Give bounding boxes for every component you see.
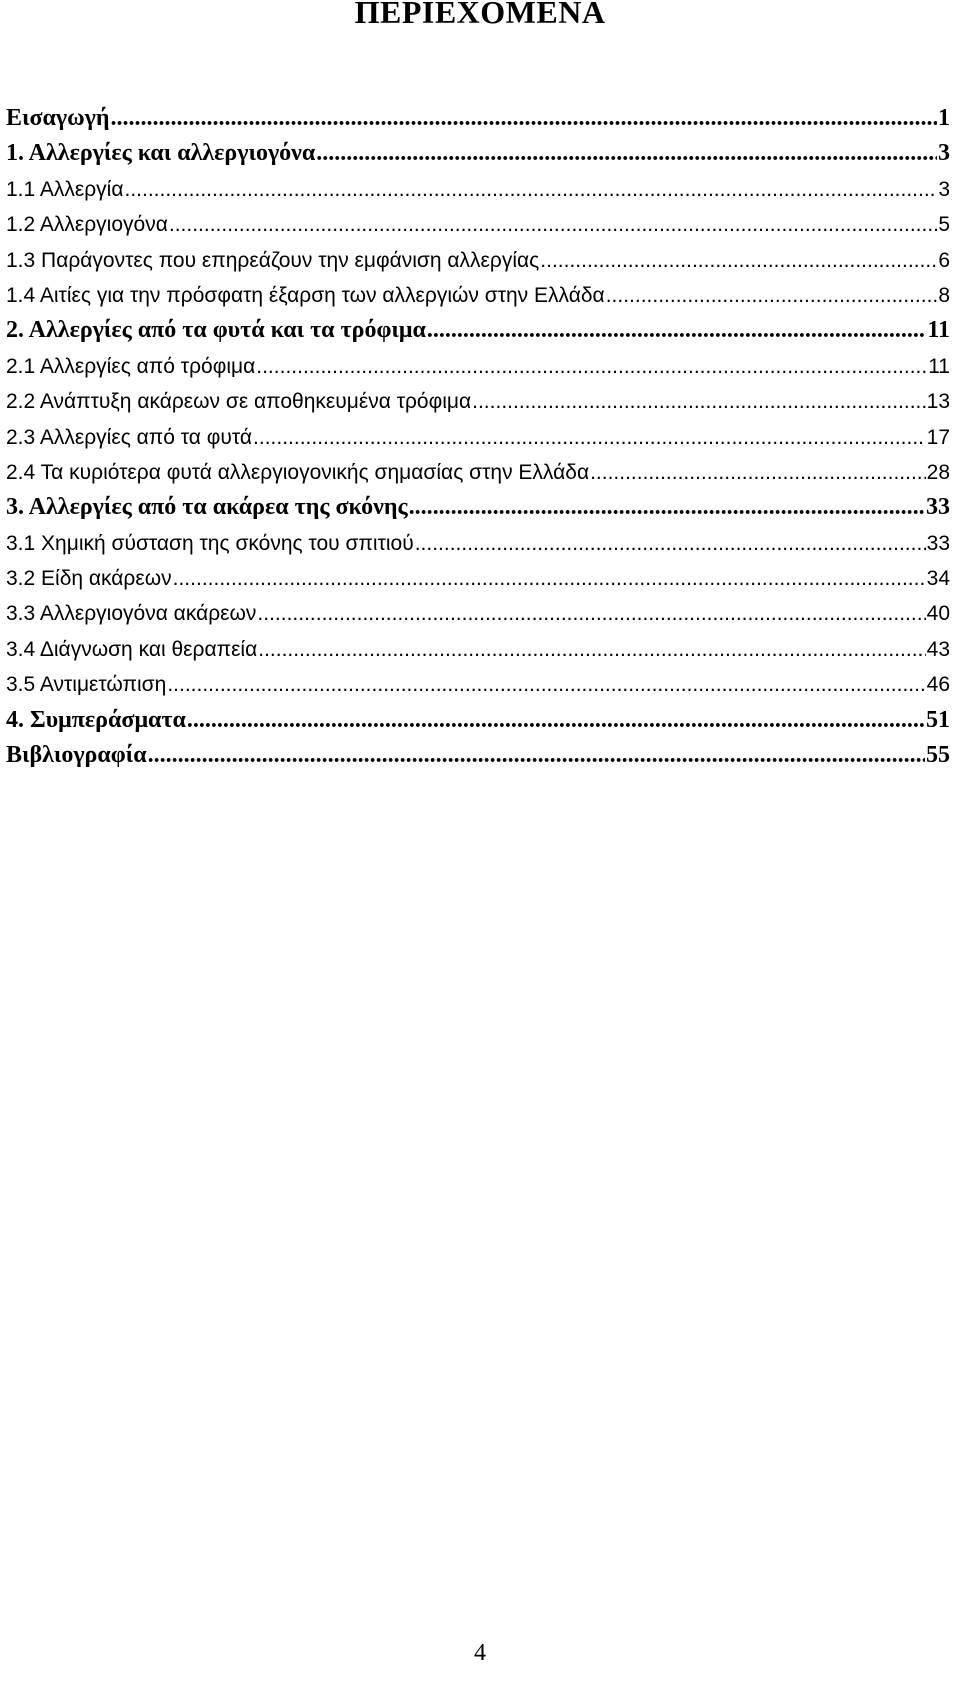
- toc-entry[interactable]: [6, 243, 950, 278]
- toc-entry[interactable]: [6, 738, 950, 773]
- toc-entry-page: 8: [938, 283, 950, 307]
- toc-entry-page: 3: [938, 140, 950, 167]
- toc-dot-leader: [409, 490, 925, 525]
- toc-dot-leader: [427, 313, 926, 348]
- toc-entry-label: 3.5 Αντιμετώπιση: [6, 673, 167, 697]
- toc-entry-page: 17: [926, 425, 950, 449]
- toc-dot-leader: [148, 738, 925, 773]
- page-title: ΠΕΡΙΕΧΟΜΕΝΑ: [354, 0, 606, 30]
- toc-entry[interactable]: [6, 101, 950, 136]
- toc-entry-page: 5: [938, 213, 950, 237]
- toc-dot-leader: [111, 101, 937, 136]
- toc-entry-label: Βιβλιογραφία: [6, 742, 147, 769]
- toc-dot-leader: [167, 667, 925, 702]
- toc-entry-page: 3: [938, 177, 950, 201]
- toc-entry-label: 2.2 Ανάπτυξη ακάρεων σε αποθηκευμένα τρόφιμα: [6, 390, 472, 414]
- toc-entry-label: 1.1 Αλλεργία: [6, 177, 124, 201]
- toc-entry-page: 13: [926, 390, 950, 414]
- toc-dot-leader: [253, 420, 926, 455]
- toc-dot-leader: [173, 561, 926, 596]
- toc-entry-page: 1: [938, 105, 950, 131]
- toc-dot-leader: [540, 243, 937, 278]
- toc-entry[interactable]: [6, 172, 950, 207]
- toc-dot-leader: [258, 632, 925, 667]
- toc-dot-leader: [472, 384, 926, 419]
- toc-entry-label: 3. Αλλεργίες από τα ακάρεα της σκόνης: [6, 494, 408, 521]
- toc-dot-leader: [590, 455, 926, 490]
- toc-entry[interactable]: [6, 278, 950, 313]
- toc-entry-page: 46: [926, 673, 950, 697]
- toc-entry[interactable]: [6, 420, 950, 455]
- toc-entry[interactable]: [6, 526, 950, 561]
- page-number: 4: [474, 1640, 486, 1666]
- toc-entry[interactable]: [6, 349, 950, 384]
- toc-entry[interactable]: [6, 632, 950, 667]
- toc-entry-page: 28: [926, 460, 950, 484]
- toc-entry-page: 43: [926, 637, 950, 661]
- toc-entry[interactable]: [6, 207, 950, 242]
- toc-entry-page: 6: [938, 248, 950, 272]
- toc-dot-leader: [606, 278, 938, 313]
- toc-entry[interactable]: [6, 136, 950, 171]
- toc-entry-label: 1. Αλλεργίες και αλλεργιογόνα: [6, 140, 316, 167]
- toc-dot-leader: [169, 207, 937, 242]
- toc-entry[interactable]: [6, 703, 950, 738]
- toc-dot-leader: [415, 526, 926, 561]
- toc-entry[interactable]: [6, 384, 950, 419]
- toc-entry[interactable]: [6, 313, 950, 348]
- toc-entry[interactable]: [6, 596, 950, 631]
- toc-entry-label: 2.3 Αλλεργίες από τα φυτά: [6, 425, 253, 449]
- toc-entry-page: 55: [926, 742, 950, 769]
- toc-dot-leader: [257, 596, 925, 631]
- toc-entry-label: 2.4 Τα κυριότερα φυτά αλλεργιογονικής σημασίας στην Ελλάδα: [6, 460, 590, 484]
- toc-entry[interactable]: [6, 490, 950, 525]
- toc-entry[interactable]: [6, 667, 950, 702]
- toc-entry-label: 4. Συμπεράσματα: [6, 706, 186, 733]
- toc-dot-leader: [316, 136, 937, 171]
- toc-entry[interactable]: [6, 455, 950, 490]
- toc-entry-label: 1.3 Παράγοντες που επηρεάζουν την εμφάνιση αλλεργίας: [6, 248, 540, 272]
- toc-entry-page: 11: [927, 317, 950, 344]
- toc-entry-page: 33: [926, 531, 950, 555]
- toc-entry-label: 3.1 Χημική σύσταση της σκόνης του σπιτιού: [6, 531, 414, 555]
- table-of-contents: [6, 101, 950, 773]
- toc-entry-label: 2. Αλλεργίες από τα φυτά και τα τρόφιμα: [6, 317, 426, 344]
- toc-entry-label: Εισαγωγή: [6, 105, 110, 131]
- toc-dot-leader: [187, 703, 925, 738]
- toc-entry-label: 1.4 Αιτίες για την πρόσφατη έξαρση των αλλεργιών στην Ελλάδα: [6, 283, 605, 307]
- toc-entry-label: 3.4 Διάγνωση και θεραπεία: [6, 637, 258, 661]
- toc-dot-leader: [125, 172, 938, 207]
- toc-entry-page: 34: [926, 567, 950, 591]
- toc-entry-label: 3.3 Αλλεργιογόνα ακάρεων: [6, 602, 257, 626]
- toc-entry-page: 40: [926, 602, 950, 626]
- toc-entry-page: 51: [926, 706, 950, 733]
- toc-entry-page: 11: [928, 354, 950, 378]
- toc-entry-page: 33: [926, 494, 950, 521]
- toc-dot-leader: [256, 349, 927, 384]
- toc-entry-label: 1.2 Αλλεργιογόνα: [6, 213, 168, 237]
- toc-entry-label: 3.2 Είδη ακάρεων: [6, 567, 172, 591]
- toc-entry-label: 2.1 Αλλεργίες από τρόφιμα: [6, 354, 256, 378]
- toc-entry[interactable]: [6, 561, 950, 596]
